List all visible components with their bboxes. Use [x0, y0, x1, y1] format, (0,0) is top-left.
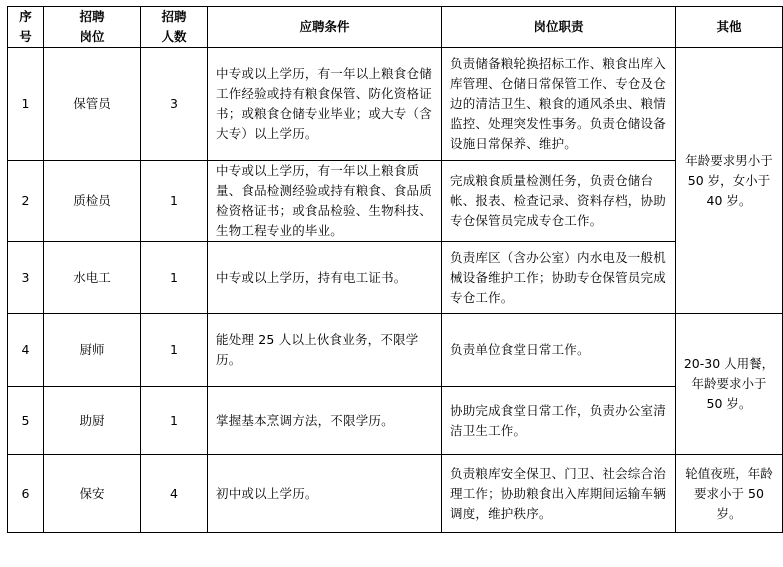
cell-requirements: 初中或以上学历。 [208, 455, 442, 533]
cell-duties: 负责库区（含办公室）内水电及一般机械设备维护工作；协助专仓保管员完成专仓工作。 [442, 242, 676, 314]
cell-count: 1 [141, 242, 208, 314]
cell-seq: 3 [8, 242, 44, 314]
header-count: 招聘 人数 [141, 7, 208, 48]
header-position: 招聘 岗位 [44, 7, 141, 48]
cell-count: 1 [141, 314, 208, 387]
cell-position: 厨师 [44, 314, 141, 387]
cell-duties: 负责单位食堂日常工作。 [442, 314, 676, 387]
cell-seq: 2 [8, 161, 44, 242]
table-row [8, 387, 783, 455]
cell-duties: 负责储备粮轮换招标工作、粮食出库入库管理、仓储日常保管工作、专仓及仓边的清洁卫生、粮食的通风杀虫、粮情监控、处理突发性事务。负责仓储设备设施日常保养、维护。 [442, 48, 676, 161]
cell-count: 1 [141, 387, 208, 455]
cell-requirements: 能处理 25 人以上伙食业务，不限学历。 [208, 314, 442, 387]
cell-requirements: 掌握基本烹调方法，不限学历。 [208, 387, 442, 455]
header-requirements: 应聘条件 [208, 7, 442, 48]
header-row [8, 7, 783, 48]
cell-other-age-gender: 年龄要求男小于 50 岁，女小于 40 岁。 [676, 48, 783, 314]
header-duties: 岗位职责 [442, 7, 676, 48]
recruitment-table [7, 6, 783, 533]
table-row [8, 455, 783, 533]
cell-other-meals-age: 20-30 人用餐，年龄要求小于 50 岁。 [676, 314, 783, 455]
cell-seq: 6 [8, 455, 44, 533]
cell-count: 3 [141, 48, 208, 161]
table-row [8, 48, 783, 161]
cell-position: 水电工 [44, 242, 141, 314]
table-row [8, 242, 783, 314]
cell-duties: 协助完成食堂日常工作，负责办公室清洁卫生工作。 [442, 387, 676, 455]
cell-position: 质检员 [44, 161, 141, 242]
cell-seq: 4 [8, 314, 44, 387]
cell-duties: 负责粮库安全保卫、门卫、社会综合治理工作；协助粮食出入库期间运输车辆调度，维护秩序。 [442, 455, 676, 533]
cell-duties: 完成粮食质量检测任务，负责仓储台帐、报表、检查记录、资料存档，协助专仓保管员完成专仓工作。 [442, 161, 676, 242]
cell-requirements: 中专或以上学历，有一年以上粮食质量、食品检测经验或持有粮食、食品质检资格证书；或食品检验、生物科技、生物工程专业的毕业。 [208, 161, 442, 242]
header-other: 其他 [676, 7, 783, 48]
cell-seq: 1 [8, 48, 44, 161]
cell-count: 1 [141, 161, 208, 242]
cell-position: 助厨 [44, 387, 141, 455]
cell-requirements: 中专或以上学历，持有电工证书。 [208, 242, 442, 314]
cell-position: 保安 [44, 455, 141, 533]
cell-requirements: 中专或以上学历，有一年以上粮食仓储工作经验或持有粮食保管、防化资格证书；或粮食仓储专业毕业；或大专（含大专）以上学历。 [208, 48, 442, 161]
cell-seq: 5 [8, 387, 44, 455]
table-row [8, 314, 783, 387]
cell-other-night-shift: 轮值夜班，年龄要求小于 50 岁。 [676, 455, 783, 533]
cell-count: 4 [141, 455, 208, 533]
cell-position: 保管员 [44, 48, 141, 161]
header-seq: 序 号 [8, 7, 44, 48]
table-row [8, 161, 783, 242]
